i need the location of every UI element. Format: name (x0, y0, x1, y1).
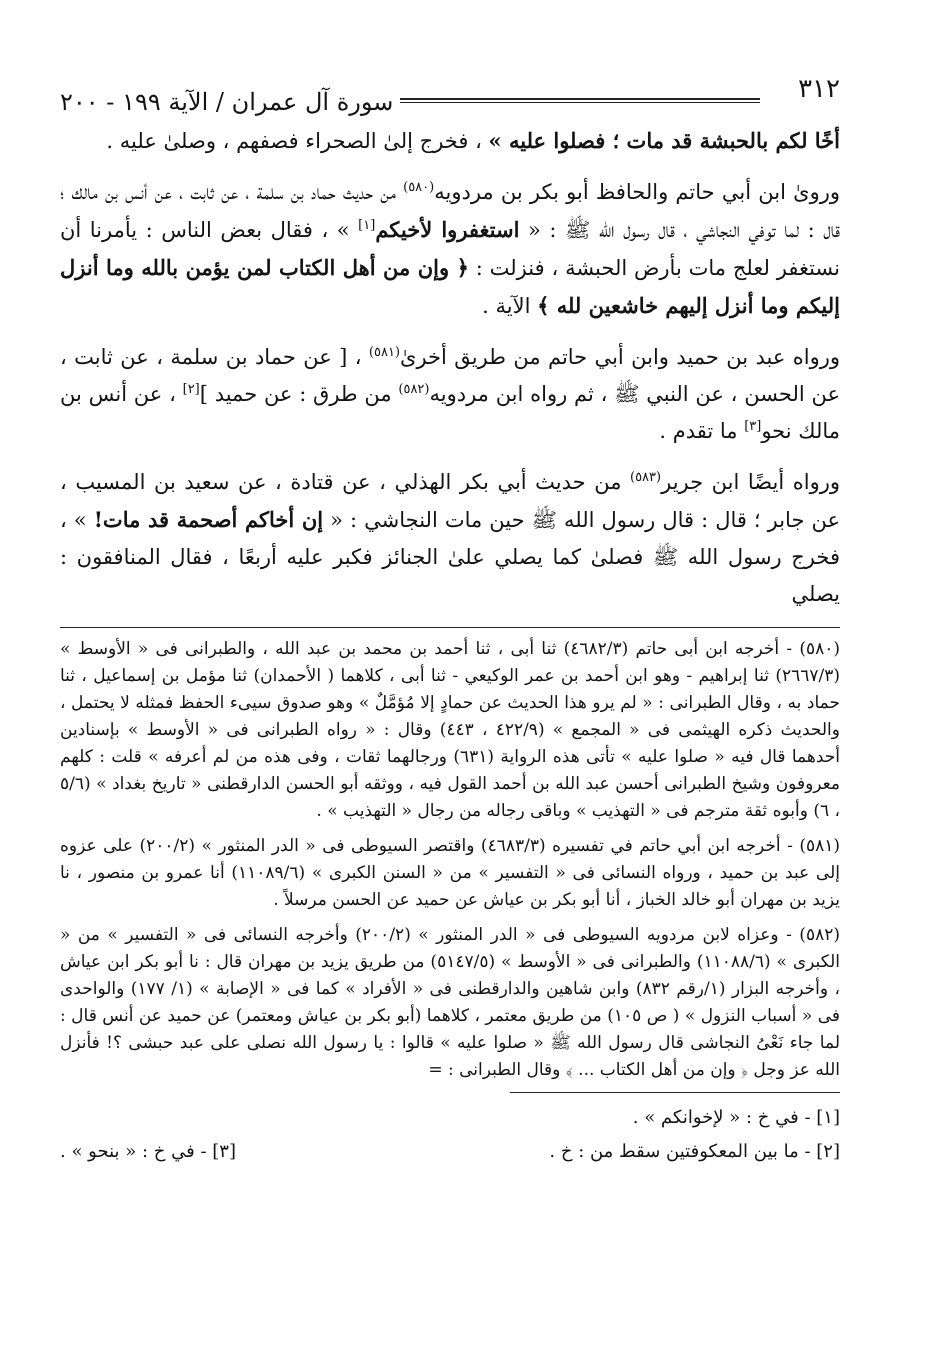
footnotes (60, 636, 840, 1084)
footnote-separator (60, 627, 840, 628)
footnote-ref: (٥٨٣) (630, 470, 662, 485)
footnote-ref: (٥٨١) (368, 345, 401, 360)
note-ref: [٢] (182, 382, 200, 397)
text-run: » ، فقال بعض الناس : يأمرنا أن نستغفر لعلج مات بأرض الحبشة ، فنزلت : (60, 218, 840, 280)
quote-bold: أخًا لكم بالحبشة قد مات ؛ فصلوا عليه » (488, 128, 840, 153)
text-run: ، فخرج إلىٰ الصحراء فصفهم ، وصلىٰ عليه . (106, 129, 489, 153)
manuscript-notes (60, 1101, 840, 1169)
text-run: من حديث حماد بن سلمة ، عن ثابت ، عن أنس بن مالك ؛ قال : لما توفي النجاشي ، قال رسول الله ﷺ : « (60, 180, 841, 242)
text-run: من حديث أبي بكر الهذلي ، عن قتادة ، عن سعيد بن المسيب ، عن جابر ؛ قال : قال رسول الله ﷺ حين مات النجاشي : « (60, 470, 840, 532)
paragraph-3 (60, 339, 840, 450)
footnote-ref: (٥٨٠) (403, 180, 435, 195)
header-rule (400, 98, 760, 103)
paragraph-4 (60, 464, 840, 613)
text-run: ، [ عن حماد بن سلمة ، عن ثابت ، عن الحسن ، عن النبي ﷺ ، ثم رواه ابن مردويه (60, 345, 840, 406)
note-1: [١] - في خ : « لإخوانكم » . (632, 1107, 840, 1128)
text-run: ورواه عبد بن حميد وابن أبي حاتم من طريق أخرىٰ (400, 345, 841, 369)
quote-bold: استغفروا لأخيكم (375, 217, 520, 242)
note-2: [٢] - ما بين المعكوفتين سقط من : خ . (549, 1141, 840, 1162)
text-run: ما تقدم . (659, 419, 745, 443)
running-title: سورة آل عمران / الآية ١٩٩ - ٢٠٠ (60, 88, 394, 116)
note-ref: [٣] (744, 419, 762, 434)
note-3: [٣] - في خ : « بنحو » . (60, 1141, 236, 1162)
text-run: من طرق : عن حميد ] (199, 382, 399, 406)
page-number: ٣١٢ (798, 74, 840, 104)
text-run: ورواه أيضًا ابن جرير (661, 470, 840, 494)
text-run: » ، فخرج رسول الله ﷺ فصلىٰ كما يصلي علىٰ الجنائز فكبر عليه أربعًا ، فقال المنافقون : يصلي (60, 508, 840, 606)
page-header (60, 70, 840, 118)
footnote-581: (٥٨١) - أخرجه ابن أبي حاتم في تفسيره (٤٦٨٣/٣) واقتصر السيوطى فى « الدر المنثور » (٢٠٠/٢) على عزوه إلى عبد بن حميد ، ورواه النسائى فى « التفسير » من « السنن الكبرى » (١١٠٨٩/٦) أنا عمرو بن منصور ، نا يزيد بن مهران أبو خالد الخباز ، أنا أبو بكر بن عياش عن حميد عن الحسن مرسلاً . (60, 836, 840, 910)
footnote-582: (٥٨٢) - وعزاه لابن مردويه السيوطى فى « الدر المنثور » (٢٠٠/٢) وأخرجه النسائى فى « التفسير » من « الكبرى » (١١٠٨٨/٦) والطبرانى فى « الأوسط » (٥١٤٧/٥) من طريق يزيد بن مهران قال : نا أبو بكر ابن عياش ، وأخرجه البزار (١/رقم ٨٣٢) وابن شاهين والدارقطنى فى « الأفراد » كما فى « الإصابة » (١/ ١٧٧) والواحدى فى « أسباب النزول » ( ص ١٠٥) من طريق معتمر ، كلاهما (أبو بكر بن عياش ومعتمر) عن حميد عن أنس قال : لما جاء نَعْىُ النجاشى قال رسول الله ﷺ « صلوا عليه » قالوا : يا رسول الله نصلى على عبد حبشى ؟! فأنزل الله عز وجل ﴿ وإن من أهل الكتاب ... ﴾ وقال الطبرانى : = (60, 925, 841, 1080)
paragraph-1 (60, 122, 840, 160)
footnote-ref: (٥٨٢) (398, 382, 430, 397)
quran-verse: ﴿ وإن من أهل الكتاب لمن يؤمن بالله وما أنزل إليكم وما أنزل إليهم خاشعين لله ﴾ (60, 255, 840, 318)
book-page (60, 70, 840, 1169)
notes-row (60, 1135, 840, 1169)
text-run: الآية . (482, 294, 538, 318)
text-run: ، عن أنس بن مالك نحو (60, 382, 840, 443)
notes-separator (510, 1092, 840, 1093)
text-run: وروىٰ ابن أبي حاتم والحافظ أبو بكر بن مردويه (434, 180, 840, 204)
quote-bold: إن أخاكم أصحمة قد مات! (93, 507, 324, 532)
footnote-580: (٥٨٠) - أخرجه ابن أبى حاتم (٤٦٨٢/٣) ثنا أبى ، ثنا أحمد بن محمد بن عبد الله ، والطبرانى فى « الأوسط » (٢٦٦٧/٣) ثنا إبراهيم - وهو ابن أحمد بن عمر الوكيعي - ثنا أبى ، كلاهما ( الأحمدان) ثنا مؤمل بن إسماعيل ، ثنا حماد به ، وقال الطبرانى : « لم يرو هذا الحديث عن حمادٍ إلا مُؤمَّلٌ » وهو صدوق سيىء الحفظ فمثله لا يحتمل ، والحديث ذكره الهيثمى فى « المجمع » (٤٢٢/٩ ، ٤٤٣) وقال : « رواه الطبرانى فى « الأوسط » بإسنادين أحدهما قال فيه « صلوا عليه » تأتى هذه الرواية (٦٣١) ورجالهما ثقات ، وفى هذه من لم أعرفه » قلت : كلهم معروفون وشيخ الطبرانى أحسن عبد الله بن أحمد القول فيه ، ووثقه أبو الحسن الدارقطنى « تاريخ بغداد » (٥/٦ ، ٦) وأبوه ثقة مترجم فى « التهذيب » وباقى رجاله من رجال « التهذيب » . (60, 639, 841, 821)
main-text (60, 122, 840, 613)
paragraph-2 (60, 174, 840, 325)
note-ref: [١] (358, 218, 376, 233)
